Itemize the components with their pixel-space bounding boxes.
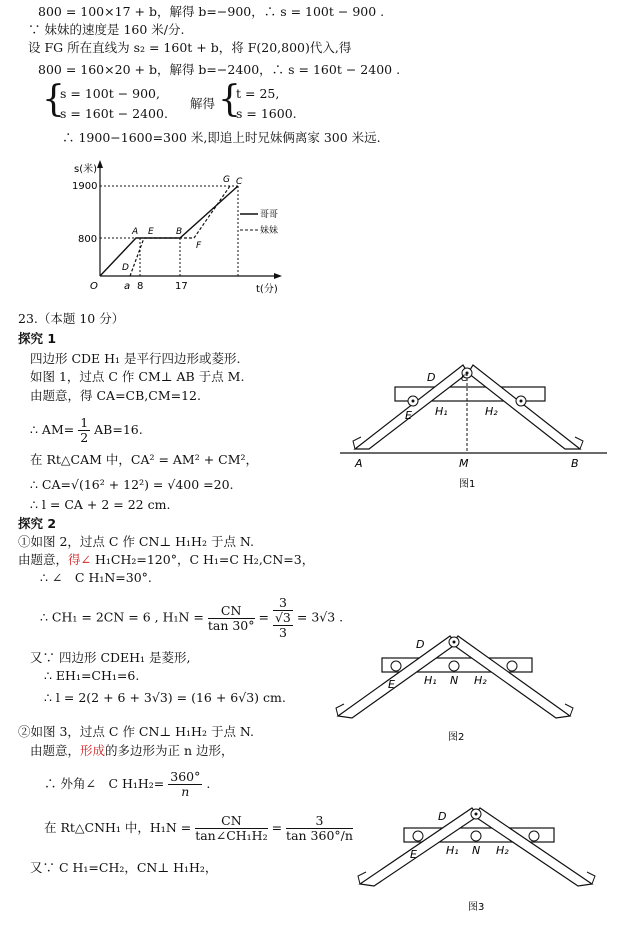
- fig1-H2: H₂: [485, 405, 498, 418]
- e3-line-d: 在 Rt△CNH₁ 中，H₁N = $\frac{CN}{\text{tan∠CH₁H₂}}$ = $\frac{3}{\tan 360^\circ/n}$: [44, 813, 353, 843]
- e2-line-f: ∴ EH₁=CH₁=6.: [44, 668, 140, 683]
- distance-time-graph: [60, 158, 300, 298]
- fig1-D: D: [427, 371, 436, 384]
- y-tick-1900: 1900: [72, 181, 98, 192]
- system-brace: {: [42, 79, 65, 120]
- e2-line-c: ∴ ∠ C H₁N=30°.: [40, 570, 152, 585]
- e1-line-f: ∴ CA=√(16² + 12²) = √400 =20.: [30, 477, 234, 492]
- point-E: E: [148, 227, 154, 237]
- e1-line-b: 如图 1，过点 C 作 CM⊥ AB 于点 M.: [30, 369, 245, 384]
- solution-2: s = 1600.: [236, 106, 297, 121]
- solve-label: 解得: [190, 96, 216, 111]
- fig1-E: E: [405, 409, 412, 422]
- x-tick-a: a: [124, 281, 131, 292]
- fig2-H2: H₂: [474, 674, 487, 687]
- legend-brother: 哥哥: [260, 210, 279, 220]
- point-C: C: [236, 177, 243, 187]
- fig1-M: M: [459, 457, 469, 470]
- e1-line-d: ∴ AM= $\frac{1}{2}$ AB=16.: [30, 415, 143, 445]
- e3-line-a: ②如图 3，过点 C 作 CN⊥ H₁H₂ 于点 N.: [18, 724, 255, 739]
- fig1-C: C: [461, 374, 468, 384]
- figure-2: [330, 628, 590, 753]
- point-G: G: [223, 175, 230, 185]
- fig3-E: E: [410, 848, 417, 861]
- e1-line-e: 在 Rt△CAM 中，CA² = AM² + CM²，: [30, 452, 259, 467]
- system-eq-1: s = 100t − 900,: [60, 86, 160, 101]
- figure-1: [335, 355, 615, 495]
- speed-line: ∵ 妹妹的速度是 160 米/分.: [28, 22, 185, 37]
- y-axis-arrow: [97, 160, 103, 168]
- fig1-caption: 图1: [459, 479, 476, 490]
- fig1-H1: H₁: [435, 405, 448, 418]
- half-fraction: $\frac{1}{2}$: [80, 415, 89, 445]
- e3-line-e: 又∵ C H₁=CH₂，CN⊥ H₁H₂，: [30, 860, 218, 875]
- legend-sister: 妹妹: [260, 226, 279, 236]
- e1-line-g: ∴ l = CA + 2 = 22 cm.: [30, 497, 171, 512]
- eq-line-2: 800 = 160×20 + b，解得 b=−2400，∴ s = 160t − 2400 .: [38, 62, 401, 77]
- fig3-H1: H₁: [446, 844, 459, 857]
- series-sister-2: [144, 186, 230, 238]
- explore1-heading: 探究 1: [18, 331, 57, 346]
- x-axis-arrow: [274, 273, 282, 279]
- fig3-N: N: [472, 844, 481, 857]
- y-tick-800: 800: [78, 234, 98, 245]
- fig2-N: N: [450, 674, 459, 687]
- point-B: B: [176, 227, 183, 237]
- fig3-D: D: [438, 810, 447, 823]
- fig3-H2: H₂: [496, 844, 509, 857]
- e1-line-a: 四边形 CDE H₁ 是平行四边形或菱形.: [30, 351, 241, 366]
- solution-1: t = 25,: [236, 86, 280, 101]
- fig2-D: D: [416, 638, 425, 651]
- point-A: A: [132, 227, 139, 237]
- fg-line: 设 FG 所在直线为 s₂ = 160t + b，将 F(20,800)代入,得: [28, 40, 352, 55]
- e2-line-g: ∴ l = 2(2 + 6 + 3√3) = (16 + 6√3) cm.: [44, 690, 286, 705]
- q23-title: 23.（本题 10 分）: [18, 311, 125, 326]
- point-D: D: [122, 263, 129, 273]
- system-eq-2: s = 160t − 2400.: [60, 106, 168, 121]
- origin-label: O: [90, 281, 98, 292]
- series-sister-1: [130, 238, 144, 276]
- e2-line-e: 又∵ 四边形 CDEH₁ 是菱形,: [30, 650, 191, 665]
- point-F: F: [196, 241, 202, 251]
- fig2-caption: 图2: [448, 732, 465, 743]
- e1-line-c: 由题意，得 CA=CB,CM=12.: [30, 388, 201, 403]
- fig1-B: B: [571, 457, 579, 470]
- solution-brace: {: [218, 79, 241, 120]
- fig2-E: E: [388, 678, 395, 691]
- y-axis-label: s(米): [74, 164, 98, 175]
- e3-line-c: ∴ 外角∠ C H₁H₂= $\frac{360^\circ}{n}$ .: [44, 769, 211, 799]
- fig3-caption: 图3: [468, 902, 485, 913]
- e2-line-a: ①如图 2，过点 C 作 CN⊥ H₁H₂ 于点 N.: [18, 534, 255, 549]
- figure-3: [352, 800, 612, 920]
- fig1-A: A: [355, 457, 363, 470]
- e2-line-d: ∴ CH₁ = 2CN = 6 , H₁N = $\frac{CN}{\tan 30^\circ}$ = $\frac{3}{\frac{√3}{3}}$ = 3√3 .: [40, 595, 344, 640]
- fig2-H1: H₁: [424, 674, 437, 687]
- x-axis-label: t(分): [256, 284, 278, 295]
- x-tick-17: 17: [175, 281, 188, 292]
- x-tick-8: 8: [137, 281, 144, 292]
- explore2-heading: 探究 2: [18, 516, 57, 531]
- e2-line-b: 由题意，得∠ H₁CH₂=120°，C H₁=C H₂,CN=3，: [18, 552, 315, 567]
- eq-line-1: 800 = 100×17 + b，解得 b=−900，∴ s = 100t − 900 .: [38, 4, 385, 19]
- series-brother: [100, 186, 238, 276]
- conclusion-line: ∴ 1900−1600=300 米,即追上时兄妹俩离家 300 米远.: [62, 130, 381, 145]
- e3-line-b: 由题意，形成的多边形为正 n 边形，: [30, 743, 234, 758]
